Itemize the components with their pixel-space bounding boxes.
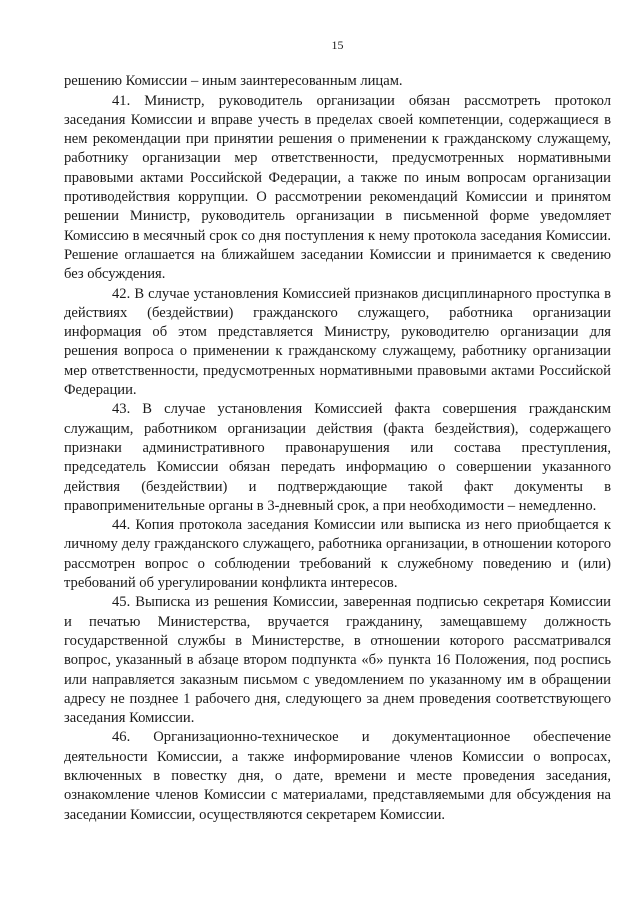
page-number: 15 [331,38,344,52]
paragraph: 42. В случае установления Комиссией признаков дисциплинарного проступка в действиях (бездействии) гражданского служащего, работника организации информация об этом представляется Министру, руководителю организации для решения вопроса о применении к гражданскому служащему, работнику организации мер ответственности, предусмотренных нормативными правовыми актами Российской Федерации. [64,285,611,399]
paragraph: 45. Выписка из решения Комиссии, заверенная подписью секретаря Комиссии и печатью Министерства, вручается гражданину, замещавшему должность государственной службы в Министерстве, в отношении которого рассматривался вопрос, указанный в абзаце втором подпункта «б» пункта 16 Положения, под роспись или направляется заказным письмом с уведомлением по указанному им в обращении адресу не позднее 1 рабочего дня, следующего за днем проведения соответствующего заседания Комиссии. [64,594,611,727]
paragraph: 41. Министр, руководитель организации обязан рассмотреть протокол заседания Комиссии и вправе учесть в пределах своей компетенции, содержащиеся в нем рекомендации при принятии решения о применении к гражданскому служащему, работнику организации мер ответственности, предусмотренных нормативными правовыми актами Российской Федерации, а также по иным вопросам организации противодействия коррупции. О рассмотрении рекомендаций Комиссии и принятом решении Министр, руководитель организации в письменной форме уведомляет Комиссию в месячный срок со дня поступления к нему протокола заседания Комиссии. Решение оглашается на ближайшем заседании Комиссии и принимается к сведению без обсуждения. [64,92,611,283]
document-body [64,72,611,825]
document-page [64,36,611,825]
paragraph: 44. Копия протокола заседания Комиссии или выписка из него приобщается к личному делу гражданского служащего, работника организации, в отношении которого рассмотрен вопрос о соблюдении требований к служебному поведению и (или) требований об урегулировании конфликта интересов. [64,517,611,592]
paragraph: решению Комиссии – иным заинтересованным лицам. [64,73,403,90]
paragraph: 46. Организационно-техническое и документационное обеспечение деятельности Комиссии, а также информирование членов Комиссии о вопросах, включенных в повестку дня, о дате, времени и месте проведения заседания, ознакомление членов Комиссии с материалами, представляемыми для обсуждения на заседании Комиссии, осуществляются секретарем Комиссии. [64,729,611,823]
paragraph: 43. В случае установления Комиссией факта совершения гражданским служащим, работником организации действия (факта бездействия), содержащего признаки административного правонарушения или состава преступления, председатель Комиссии обязан передать информацию о совершении указанного действия (бездействии) и подтверждающие такой факт документы в правоприменительные органы в 3-дневный срок, а при необходимости – немедленно. [64,401,611,514]
